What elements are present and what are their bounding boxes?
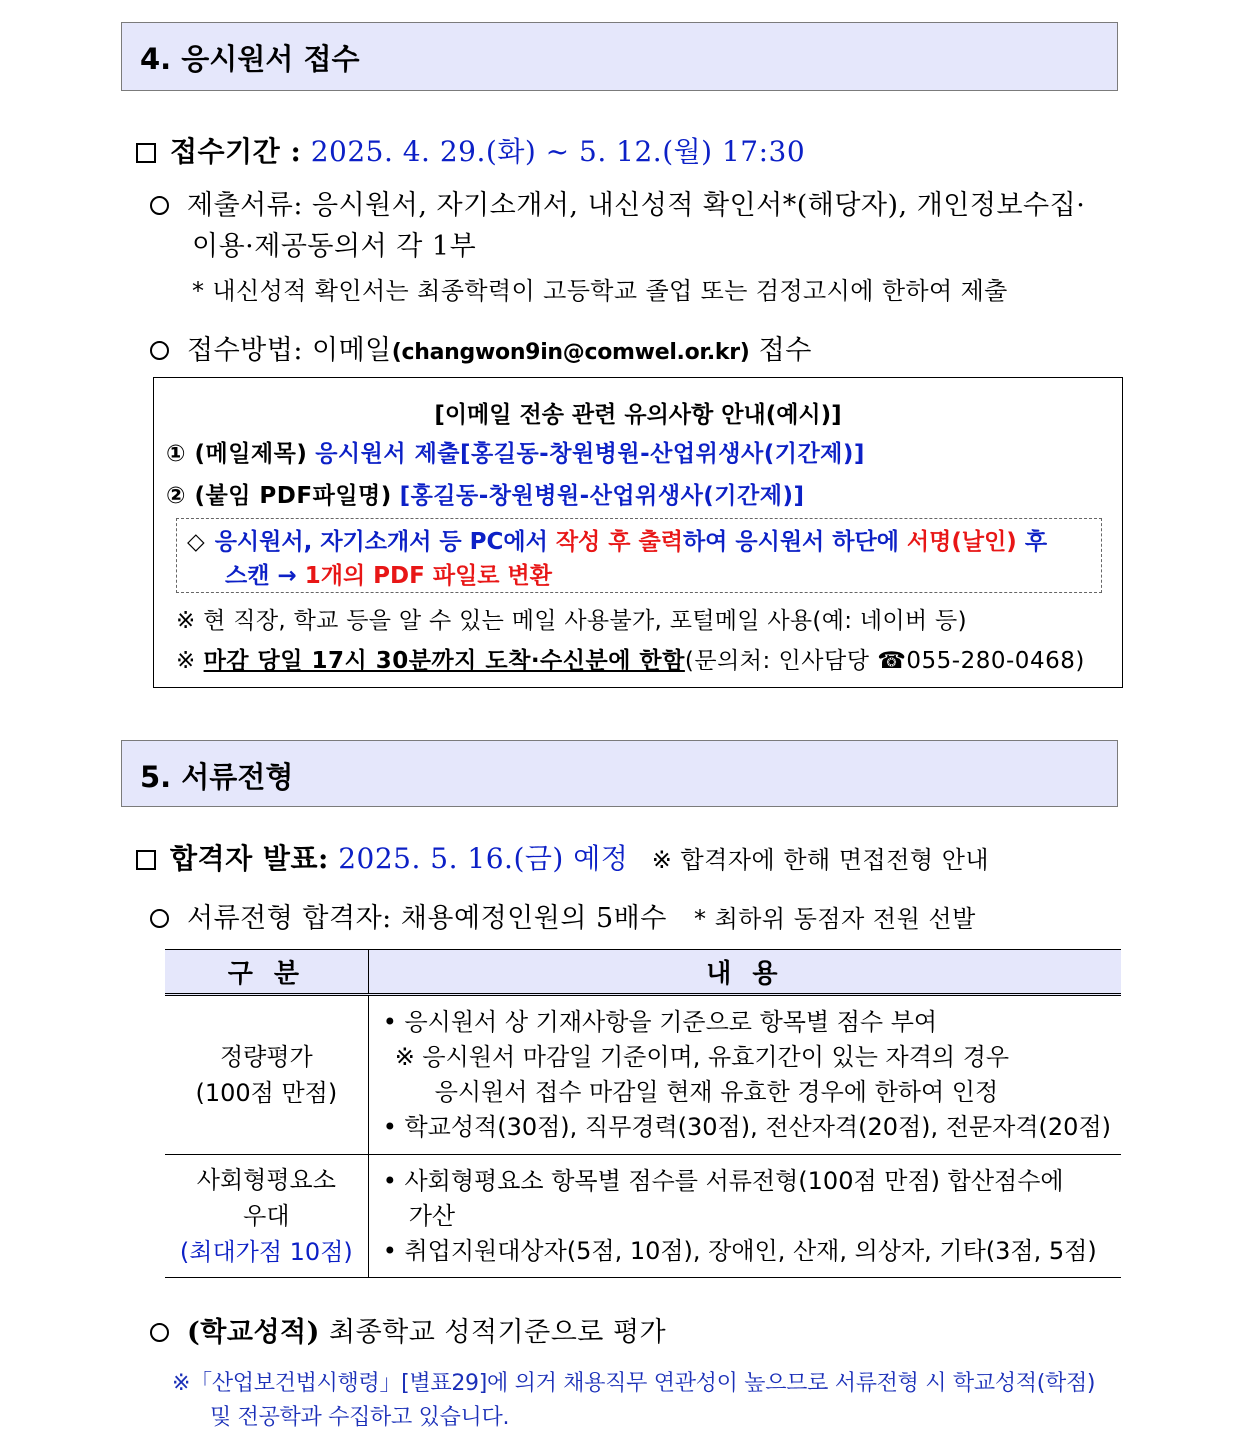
phone-icon: ☎ — [877, 648, 907, 674]
section-4-header — [121, 22, 1118, 91]
section-5-header — [121, 740, 1118, 807]
circle-bullet-icon — [150, 909, 169, 928]
circle-bullet-icon — [150, 196, 169, 215]
school-label: (학교성적) — [187, 1317, 320, 1348]
content-line: 응시원서 접수 마감일 현재 유효한 경우에 한하여 인정 — [434, 1078, 999, 1106]
documents-text-1: 제출서류: 응시원서, 자기소개서, 내신성적 확인서*(해당자), 개인정보수집· — [187, 190, 1086, 221]
period-label: 접수기간 : — [170, 135, 302, 168]
announce-note: ※ 합격자에 한해 면접전형 안내 — [651, 846, 990, 874]
documents-note — [192, 271, 1008, 306]
pass-note: * 최하위 동점자 전원 선발 — [693, 905, 976, 933]
inner-text-e: 후 — [1016, 529, 1048, 555]
notice-inner-box — [176, 518, 1102, 593]
notice-item-1 — [166, 435, 865, 468]
table-header-category: 구 분 — [165, 950, 368, 995]
notice-title: [이메일 전송 관련 유의사항 안내(예시)] — [434, 402, 842, 428]
school-grade-line — [150, 1310, 666, 1349]
inner-text-d: 서명(날인) — [906, 529, 1017, 555]
receipt-period — [136, 130, 805, 170]
circle-bullet-icon — [150, 341, 169, 360]
method-label: 접수방법: 이메일 — [187, 335, 392, 366]
notice-inner-line-1 — [187, 523, 1047, 556]
content-line: • 취업지원대상자(5점, 10점), 장애인, 산재, 의상자, 기타(3점, 5점) — [382, 1236, 1097, 1265]
notice-note-1: ※ 현 직장, 학교 등을 알 수 있는 메일 사용불가, 포털메일 사용(예: 네이버 등) — [176, 608, 967, 634]
table-cell-content — [368, 1155, 1121, 1278]
inner-text-b: 작성 후 출력 — [555, 529, 683, 555]
note-2-phone: 055-280-0468) — [906, 648, 1085, 674]
content-line: • 응시원서 상 기재사항을 기준으로 항목별 점수 부여 — [382, 1008, 938, 1036]
note-2-mark: ※ — [176, 648, 204, 674]
category-line: (최대가점 10점) — [179, 1238, 353, 1266]
notice-item-2-value: [홍길동-창원병원-산업위생사(기간제)] — [399, 483, 805, 509]
inner-text-a: 응시원서, 자기소개서 등 PC에서 — [214, 529, 556, 555]
notice-note-2 — [176, 642, 1085, 675]
table-cell-category — [165, 995, 368, 1155]
category-line: 사회형평요소 — [196, 1166, 336, 1194]
table-header-content: 내 용 — [368, 950, 1121, 995]
documents-line-2 — [192, 224, 476, 263]
announcement-line — [136, 837, 989, 877]
notice-item-2 — [166, 477, 805, 510]
announce-label: 합격자 발표: — [170, 842, 329, 875]
announce-value: 2025. 5. 16.(금) 예정 — [338, 842, 629, 875]
documents-line-1 — [150, 183, 1085, 222]
method-suffix: 접수 — [758, 335, 812, 366]
section-4-title: 4. 응시원서 접수 — [140, 42, 360, 76]
checkbox-icon — [136, 143, 156, 163]
table-cell-category — [165, 1155, 368, 1278]
section-5-title: 5. 서류전형 — [140, 760, 294, 794]
inner-text-f: 스캔 → — [225, 563, 305, 589]
category-line: 우대 — [243, 1202, 290, 1230]
email-notice-box — [153, 377, 1123, 688]
content-line: ※ 응시원서 마감일 기준이며, 유효기간이 있는 자격의 경우 — [394, 1043, 1010, 1071]
method-email: (changwon9in@comwel.or.kr) — [391, 340, 750, 365]
pass-line — [150, 896, 976, 935]
period-value: 2025. 4. 29.(화) ~ 5. 12.(월) 17:30 — [310, 135, 806, 168]
content-line: 가산 — [408, 1201, 456, 1230]
notice-item-2-label: ② (붙임 PDF파일명) — [166, 483, 392, 509]
law-note-line-1: ※「산업보건법시행령」[별표29]에 의거 채용직무 연관성이 높으므로 서류전형 시 학교성적(학점) — [172, 1371, 1096, 1396]
pass-label: 서류전형 합격자: 채용예정인원의 5배수 — [187, 903, 667, 934]
school-value: 최종학교 성적기준으로 평가 — [328, 1317, 667, 1348]
notice-inner-line-2 — [225, 557, 552, 590]
method-line — [150, 328, 812, 367]
diamond-icon: ◇ — [187, 529, 205, 555]
documents-note-text: * 내신성적 확인서는 최종학력이 고등학교 졸업 또는 검정고시에 한하여 제출 — [192, 277, 1008, 305]
documents-text-2: 이용·제공동의서 각 1부 — [192, 231, 477, 262]
category-line: 정량평가 — [219, 1043, 313, 1071]
content-line: • 사회형평요소 항목별 점수를 서류전형(100점 만점) 합산점수에 — [382, 1166, 1064, 1195]
table-header-row — [165, 950, 1121, 995]
law-note-line-2: 및 전공학과 수집하고 있습니다. — [210, 1405, 510, 1430]
note-2-contact: (문의처: 인사담당 — [684, 648, 878, 674]
category-line: (100점 만점) — [195, 1079, 338, 1107]
note-2-deadline: 마감 당일 17시 30분까지 도착·수신분에 한함 — [203, 648, 685, 674]
table-row — [165, 995, 1121, 1155]
circle-bullet-icon — [150, 1323, 169, 1342]
table-cell-content — [368, 995, 1121, 1155]
content-line: • 학교성적(30점), 직무경력(30점), 전산자격(20점), 전문자격(20점) — [382, 1113, 1111, 1141]
inner-text-g: 1개의 PDF 파일로 변환 — [304, 563, 552, 589]
notice-item-1-label: ① (메일제목) — [166, 441, 308, 467]
inner-text-c: 하여 응시원서 하단에 — [682, 529, 907, 555]
checkbox-icon — [136, 850, 156, 870]
evaluation-table — [165, 949, 1121, 1278]
notice-item-1-value: 응시원서 제출[홍길동-창원병원-산업위생사(기간제)] — [315, 441, 865, 467]
table-row — [165, 1155, 1121, 1278]
